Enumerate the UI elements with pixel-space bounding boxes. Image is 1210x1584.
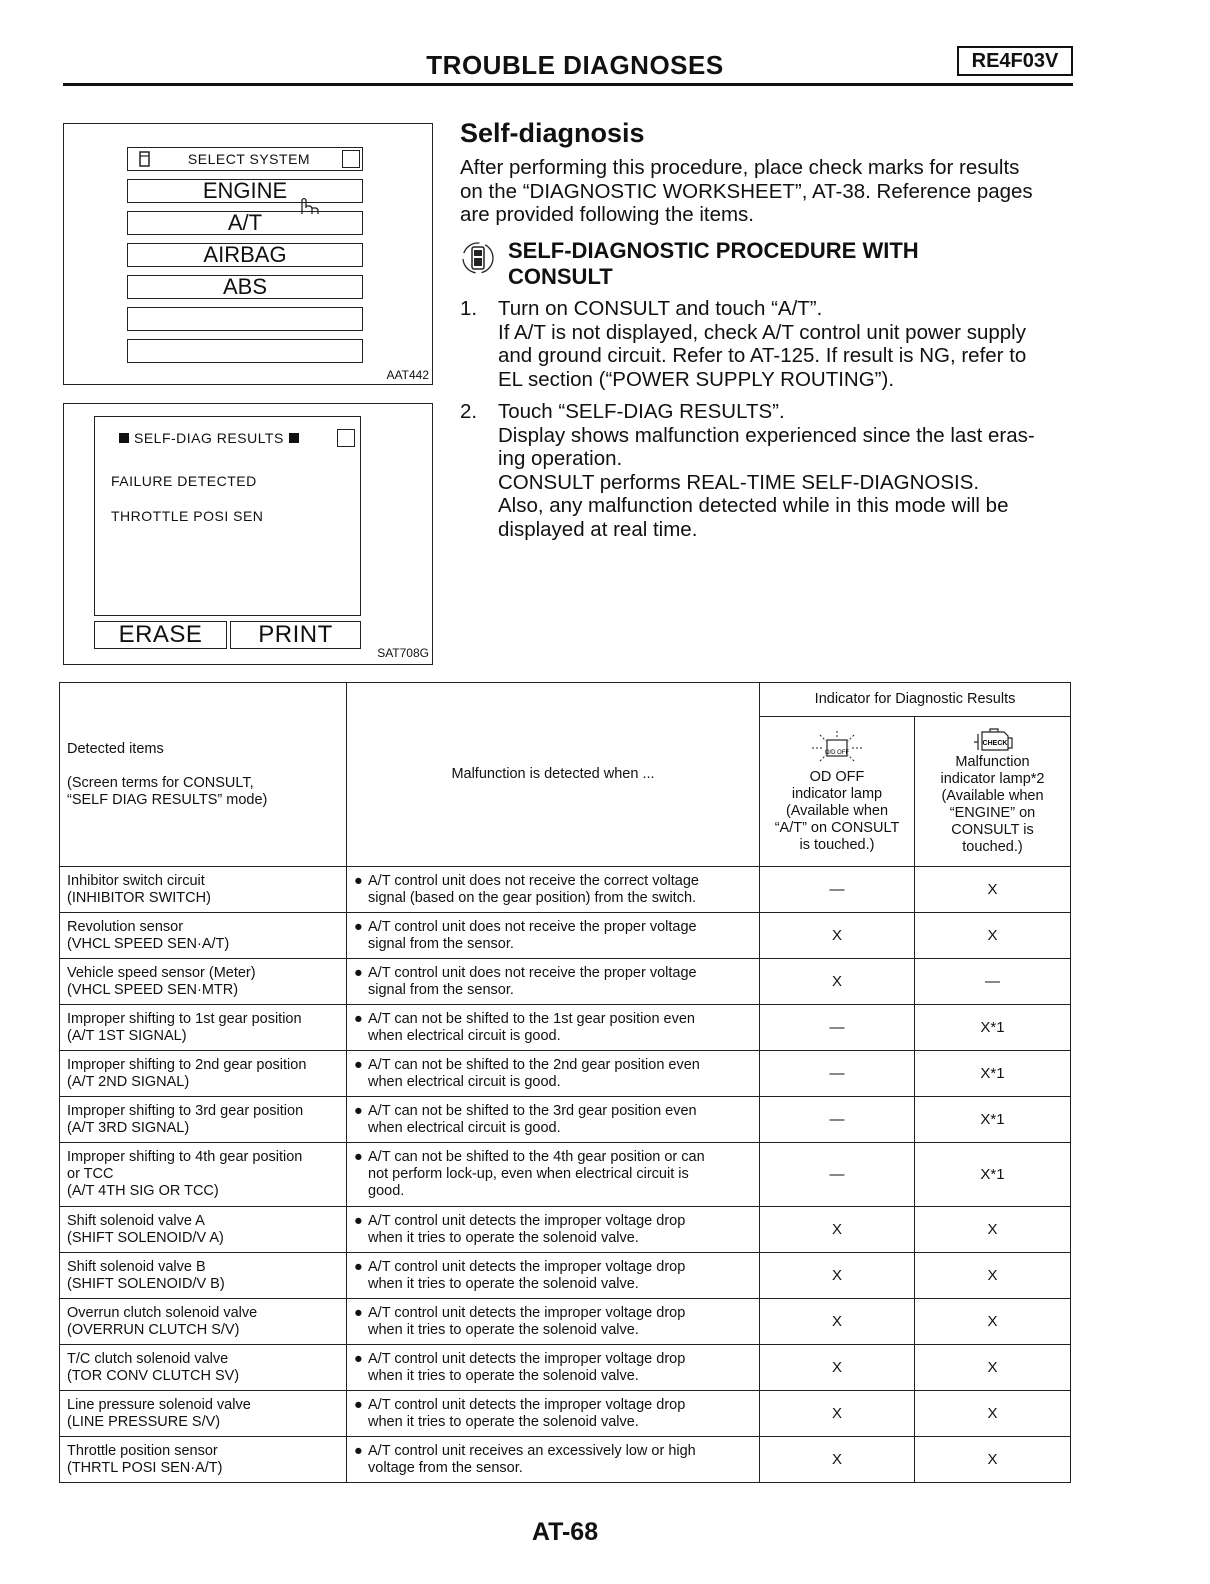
consult-small-icon — [136, 150, 156, 168]
bullet-icon: ● — [354, 918, 363, 935]
od-off-icon-label: O/D OFF — [824, 750, 850, 756]
table-row — [60, 959, 1071, 1005]
text-line: Display shows malfunction experienced since the last eras- — [498, 423, 1035, 447]
text-line: “A/T” on CONSULT — [774, 820, 900, 836]
text-line: voltage from the sensor. — [368, 1459, 523, 1476]
mil-indicator-cell: X*1 — [915, 1097, 1071, 1143]
text-line: when electrical circuit is good. — [368, 1119, 561, 1136]
text-line: indicator lamp — [791, 786, 883, 802]
header-mil-lamp — [915, 717, 1071, 867]
malfunction-condition-cell — [347, 959, 760, 1005]
table-row — [60, 1253, 1071, 1299]
bullet-icon: ● — [354, 1149, 363, 1165]
od-off-indicator-cell: X — [760, 1299, 915, 1345]
text-line: A/T can not be shifted to the 3rd gear position even — [368, 1102, 697, 1119]
malfunction-condition-cell — [347, 1207, 760, 1253]
table-row — [60, 1345, 1071, 1391]
self-diag-screen — [94, 416, 361, 616]
text-line: (Available when — [941, 787, 1044, 804]
detected-item-cell — [60, 1207, 347, 1253]
text-line: A/T control unit detects the improper voltage drop — [368, 1212, 686, 1229]
table-row — [60, 867, 1071, 913]
text-line — [67, 758, 339, 775]
od-off-indicator-cell: X — [760, 913, 915, 959]
text-line: Revolution sensor — [67, 918, 184, 935]
intro-paragraph — [460, 156, 1033, 227]
text-line: (TOR CONV CLUTCH SV) — [67, 1367, 240, 1384]
text-line: indicator lamp*2 — [940, 770, 1045, 787]
text-line: is touched.) — [799, 837, 875, 853]
bullet-icon: ● — [354, 1350, 363, 1367]
text-line: Touch “SELF-DIAG RESULTS”. — [498, 400, 785, 423]
text-line: ing operation. — [498, 447, 623, 470]
text-line: A/T control unit does not receive the proper voltage — [368, 964, 697, 981]
text-line: when it tries to operate the solenoid valve. — [368, 1413, 639, 1430]
text-line: A/T control unit detects the improper voltage drop — [368, 1350, 686, 1367]
text-line: A/T control unit does not receive the proper voltage — [368, 918, 697, 935]
menu-empty-button-2[interactable] — [127, 339, 363, 363]
detected-item-cell — [60, 1299, 347, 1345]
text-line: Overrun clutch solenoid valve — [67, 1304, 258, 1321]
text-line: signal from the sensor. — [368, 935, 514, 952]
figure-self-diag-results — [63, 403, 433, 665]
detected-item-cell — [60, 1097, 347, 1143]
bullet-icon: ● — [354, 1212, 363, 1229]
procedure-title — [508, 238, 919, 290]
table-row — [60, 1437, 1071, 1483]
bullet-icon: ● — [354, 1102, 363, 1119]
text-line: when electrical circuit is good. — [368, 1073, 561, 1090]
section-title: Self-diagnosis — [460, 118, 645, 148]
text-line: Throttle position sensor — [67, 1442, 218, 1459]
page-number: AT-68 — [531, 1518, 599, 1546]
consult-icon — [458, 240, 498, 280]
text-line: (A/T 2ND SIGNAL) — [67, 1073, 190, 1090]
text-line: when electrical circuit is good. — [368, 1027, 561, 1044]
text-line: SELF-DIAGNOSTIC PROCEDURE WITH — [508, 238, 919, 263]
text-line: “SELF DIAG RESULTS” mode) — [67, 791, 268, 808]
od-off-indicator-cell: X — [760, 959, 915, 1005]
malfunction-condition-cell — [347, 1437, 760, 1483]
table-header-row — [60, 683, 1071, 717]
od-off-indicator-cell: — — [760, 867, 915, 913]
screen-corner-box — [337, 429, 355, 447]
menu-at-button[interactable]: A/T — [127, 211, 363, 235]
check-engine-icon — [968, 728, 1018, 754]
print-button[interactable]: PRINT — [230, 621, 361, 649]
malfunction-condition-cell — [347, 1005, 760, 1051]
text-line: (VHCL SPEED SEN·A/T) — [67, 935, 230, 952]
detected-item-cell — [60, 1437, 347, 1483]
text-line: on the “DIAGNOSTIC WORKSHEET”, AT-38. Reference pages — [460, 179, 1033, 203]
text-line: (LINE PRESSURE S/V) — [67, 1413, 221, 1430]
text-line: CONSULT performs REAL-TIME SELF-DIAGNOSIS. — [498, 470, 980, 494]
malfunction-condition-cell — [347, 913, 760, 959]
step-number: 2. — [460, 400, 478, 423]
text-line: If A/T is not displayed, check A/T control unit power supply — [498, 320, 1026, 344]
mil-indicator-cell: X*1 — [915, 1143, 1071, 1207]
mil-indicator-cell: X — [915, 1391, 1071, 1437]
model-code-badge: RE4F03V — [957, 46, 1073, 76]
text-line: and ground circuit. Refer to AT-125. If result is NG, refer to — [498, 344, 1027, 367]
malfunction-condition-cell — [347, 1143, 760, 1207]
text-line: (A/T 1ST SIGNAL) — [67, 1027, 187, 1044]
od-off-indicator-cell: — — [760, 1051, 915, 1097]
text-line: not perform lock-up, even when electrical circuit is — [368, 1166, 689, 1182]
black-square-icon — [119, 433, 129, 443]
mil-indicator-cell: — — [915, 959, 1071, 1005]
detected-item-cell — [60, 913, 347, 959]
mil-indicator-cell: X — [915, 913, 1071, 959]
bullet-icon: ● — [354, 872, 363, 889]
text-line: when it tries to operate the solenoid valve. — [368, 1229, 639, 1246]
text-line: displayed at real time. — [498, 517, 698, 541]
text-line: Inhibitor switch circuit — [67, 872, 205, 889]
text-line: (INHIBITOR SWITCH) — [67, 889, 211, 906]
header-detected-items — [60, 683, 347, 867]
diag-result-line: THROTTLE POSI SEN — [111, 508, 264, 524]
bullet-icon: ● — [354, 1056, 363, 1073]
detected-item-cell — [60, 1345, 347, 1391]
text-line: A/T control unit does not receive the correct voltage — [368, 872, 699, 889]
select-system-header — [127, 147, 363, 171]
mil-indicator-cell: X — [915, 1345, 1071, 1391]
table-row — [60, 1143, 1071, 1207]
text-line: (THRTL POSI SEN·A/T) — [67, 1459, 223, 1476]
text-line: touched.) — [962, 838, 1023, 855]
text-line: Improper shifting to 3rd gear position — [67, 1102, 304, 1119]
text-line: (A/T 3RD SIGNAL) — [67, 1119, 190, 1136]
text-line: Malfunction — [955, 753, 1030, 770]
od-off-indicator-cell: — — [760, 1143, 915, 1207]
text-line: (Screen terms for CONSULT, — [67, 774, 254, 791]
text-line: T/C clutch solenoid valve — [67, 1350, 229, 1367]
text-line: when it tries to operate the solenoid valve. — [368, 1275, 639, 1292]
menu-airbag-button[interactable]: AIRBAG — [127, 243, 363, 267]
od-off-indicator-cell: X — [760, 1437, 915, 1483]
table-row — [60, 1005, 1071, 1051]
table-row — [60, 1299, 1071, 1345]
text-line: OD OFF — [809, 769, 865, 785]
text-line: A/T control unit receives an excessively low or high — [368, 1442, 696, 1459]
malfunction-condition-cell — [347, 1051, 760, 1097]
header-rule — [63, 83, 1073, 86]
self-diag-header — [119, 430, 299, 446]
text-line: Turn on CONSULT and touch “A/T”. — [498, 297, 823, 320]
black-square-icon — [289, 433, 299, 443]
text-line: good. — [368, 1183, 405, 1199]
detected-item-cell — [60, 1391, 347, 1437]
detected-item-cell — [60, 1253, 347, 1299]
text-line: (Available when — [785, 803, 889, 819]
od-off-lamp-icon — [810, 729, 864, 767]
od-off-indicator-cell: — — [760, 1005, 915, 1051]
malfunction-condition-cell — [347, 867, 760, 913]
text-line: (OVERRUN CLUTCH S/V) — [67, 1321, 240, 1338]
step-number: 1. — [460, 297, 478, 320]
text-line: After performing this procedure, place check marks for results — [460, 156, 1020, 179]
text-line: (VHCL SPEED SEN·MTR) — [67, 981, 239, 998]
text-line: Also, any malfunction detected while in this mode will be — [498, 494, 1009, 517]
text-line: A/T can not be shifted to the 4th gear position or can — [368, 1149, 705, 1165]
text-line: (A/T 4TH SIG OR TCC) — [67, 1183, 219, 1199]
detected-item-cell — [60, 1051, 347, 1097]
touch-finger-icon — [296, 194, 324, 216]
text-line: Shift solenoid valve B — [67, 1258, 206, 1275]
text-line: “ENGINE” on — [949, 804, 1036, 821]
header-indicator: Indicator for Diagnostic Results — [760, 683, 1071, 717]
detected-item-cell — [60, 1005, 347, 1051]
header-malfunction: Malfunction is detected when ... — [347, 683, 760, 867]
text-line: signal (based on the gear position) from the switch. — [368, 889, 697, 906]
detected-item-cell — [60, 959, 347, 1005]
table-row — [60, 913, 1071, 959]
figure-code: SAT708G — [377, 646, 429, 660]
screen-corner-box — [342, 150, 360, 168]
detected-item-cell — [60, 1143, 347, 1207]
od-off-indicator-cell: X — [760, 1253, 915, 1299]
text-line: Vehicle speed sensor (Meter) — [67, 964, 256, 981]
text-line: or TCC — [67, 1166, 114, 1182]
malfunction-condition-cell — [347, 1097, 760, 1143]
bullet-icon: ● — [354, 1258, 363, 1275]
mil-indicator-cell: X — [915, 1437, 1071, 1483]
text-line: Detected items — [67, 740, 164, 757]
text-line: Improper shifting to 1st gear position — [67, 1010, 302, 1027]
text-line: A/T can not be shifted to the 2nd gear position even — [368, 1056, 700, 1073]
step-1-text — [498, 297, 1026, 391]
page-title: TROUBLE DIAGNOSES — [426, 50, 724, 80]
mil-indicator-cell: X — [915, 867, 1071, 913]
malfunction-condition-cell — [347, 1345, 760, 1391]
text-line: when it tries to operate the solenoid valve. — [368, 1321, 639, 1338]
od-off-indicator-cell: — — [760, 1097, 915, 1143]
table-row — [60, 1207, 1071, 1253]
bullet-icon: ● — [354, 964, 363, 981]
text-line: A/T control unit detects the improper voltage drop — [368, 1258, 686, 1275]
text-line: are provided following the items. — [460, 203, 754, 226]
mil-indicator-cell: X — [915, 1207, 1071, 1253]
menu-engine-button[interactable]: ENGINE — [127, 179, 363, 203]
bullet-icon: ● — [354, 1304, 363, 1321]
text-line: when it tries to operate the solenoid valve. — [368, 1367, 639, 1384]
od-off-indicator-cell: X — [760, 1207, 915, 1253]
table-row — [60, 1391, 1071, 1437]
text-line: signal from the sensor. — [368, 981, 514, 998]
malfunction-condition-cell — [347, 1299, 760, 1345]
mil-indicator-cell: X — [915, 1299, 1071, 1345]
bullet-icon: ● — [354, 1010, 363, 1027]
text-line: Line pressure solenoid valve — [67, 1396, 251, 1413]
menu-empty-button-1[interactable] — [127, 307, 363, 331]
figure-code: AAT442 — [386, 368, 429, 382]
text-line: Improper shifting to 4th gear position — [67, 1149, 303, 1165]
malfunction-condition-cell — [347, 1253, 760, 1299]
detected-item-cell — [60, 867, 347, 913]
bullet-icon: ● — [354, 1396, 363, 1413]
text-line: A/T control unit detects the improper voltage drop — [368, 1304, 686, 1321]
header-od-off-lamp — [760, 717, 915, 867]
figure-select-system — [63, 123, 433, 385]
mil-indicator-cell: X*1 — [915, 1005, 1071, 1051]
mil-indicator-cell: X*1 — [915, 1051, 1071, 1097]
select-system-title: SELECT SYSTEM — [187, 151, 311, 167]
text-line: A/T can not be shifted to the 1st gear position even — [368, 1010, 696, 1027]
self-diag-title: SELF-DIAG RESULTS — [134, 430, 284, 446]
table-row — [60, 1051, 1071, 1097]
text-line: EL section (“POWER SUPPLY ROUTING”). — [498, 367, 895, 391]
table-row — [60, 1097, 1071, 1143]
mil-indicator-cell: X — [915, 1253, 1071, 1299]
menu-abs-button[interactable]: ABS — [127, 275, 363, 299]
text-line: Shift solenoid valve A — [67, 1212, 205, 1229]
diagnostic-results-table — [59, 682, 1071, 1483]
od-off-indicator-cell: X — [760, 1391, 915, 1437]
text-line: Improper shifting to 2nd gear position — [67, 1056, 307, 1073]
text-line: (SHIFT SOLENOID/V B) — [67, 1275, 225, 1292]
check-icon-label: CHECK — [982, 739, 1007, 747]
od-off-indicator-cell: X — [760, 1345, 915, 1391]
table-body — [60, 867, 1071, 1483]
text-line: (SHIFT SOLENOID/V A) — [67, 1229, 224, 1246]
text-line: CONSULT — [508, 264, 613, 289]
text-line: CONSULT is — [951, 821, 1034, 838]
diag-result-line: FAILURE DETECTED — [111, 473, 257, 489]
erase-button[interactable]: ERASE — [94, 621, 227, 649]
malfunction-condition-cell — [347, 1391, 760, 1437]
text-line: A/T control unit detects the improper voltage drop — [368, 1396, 686, 1413]
bullet-icon: ● — [354, 1442, 363, 1459]
step-2-text — [498, 400, 1035, 541]
